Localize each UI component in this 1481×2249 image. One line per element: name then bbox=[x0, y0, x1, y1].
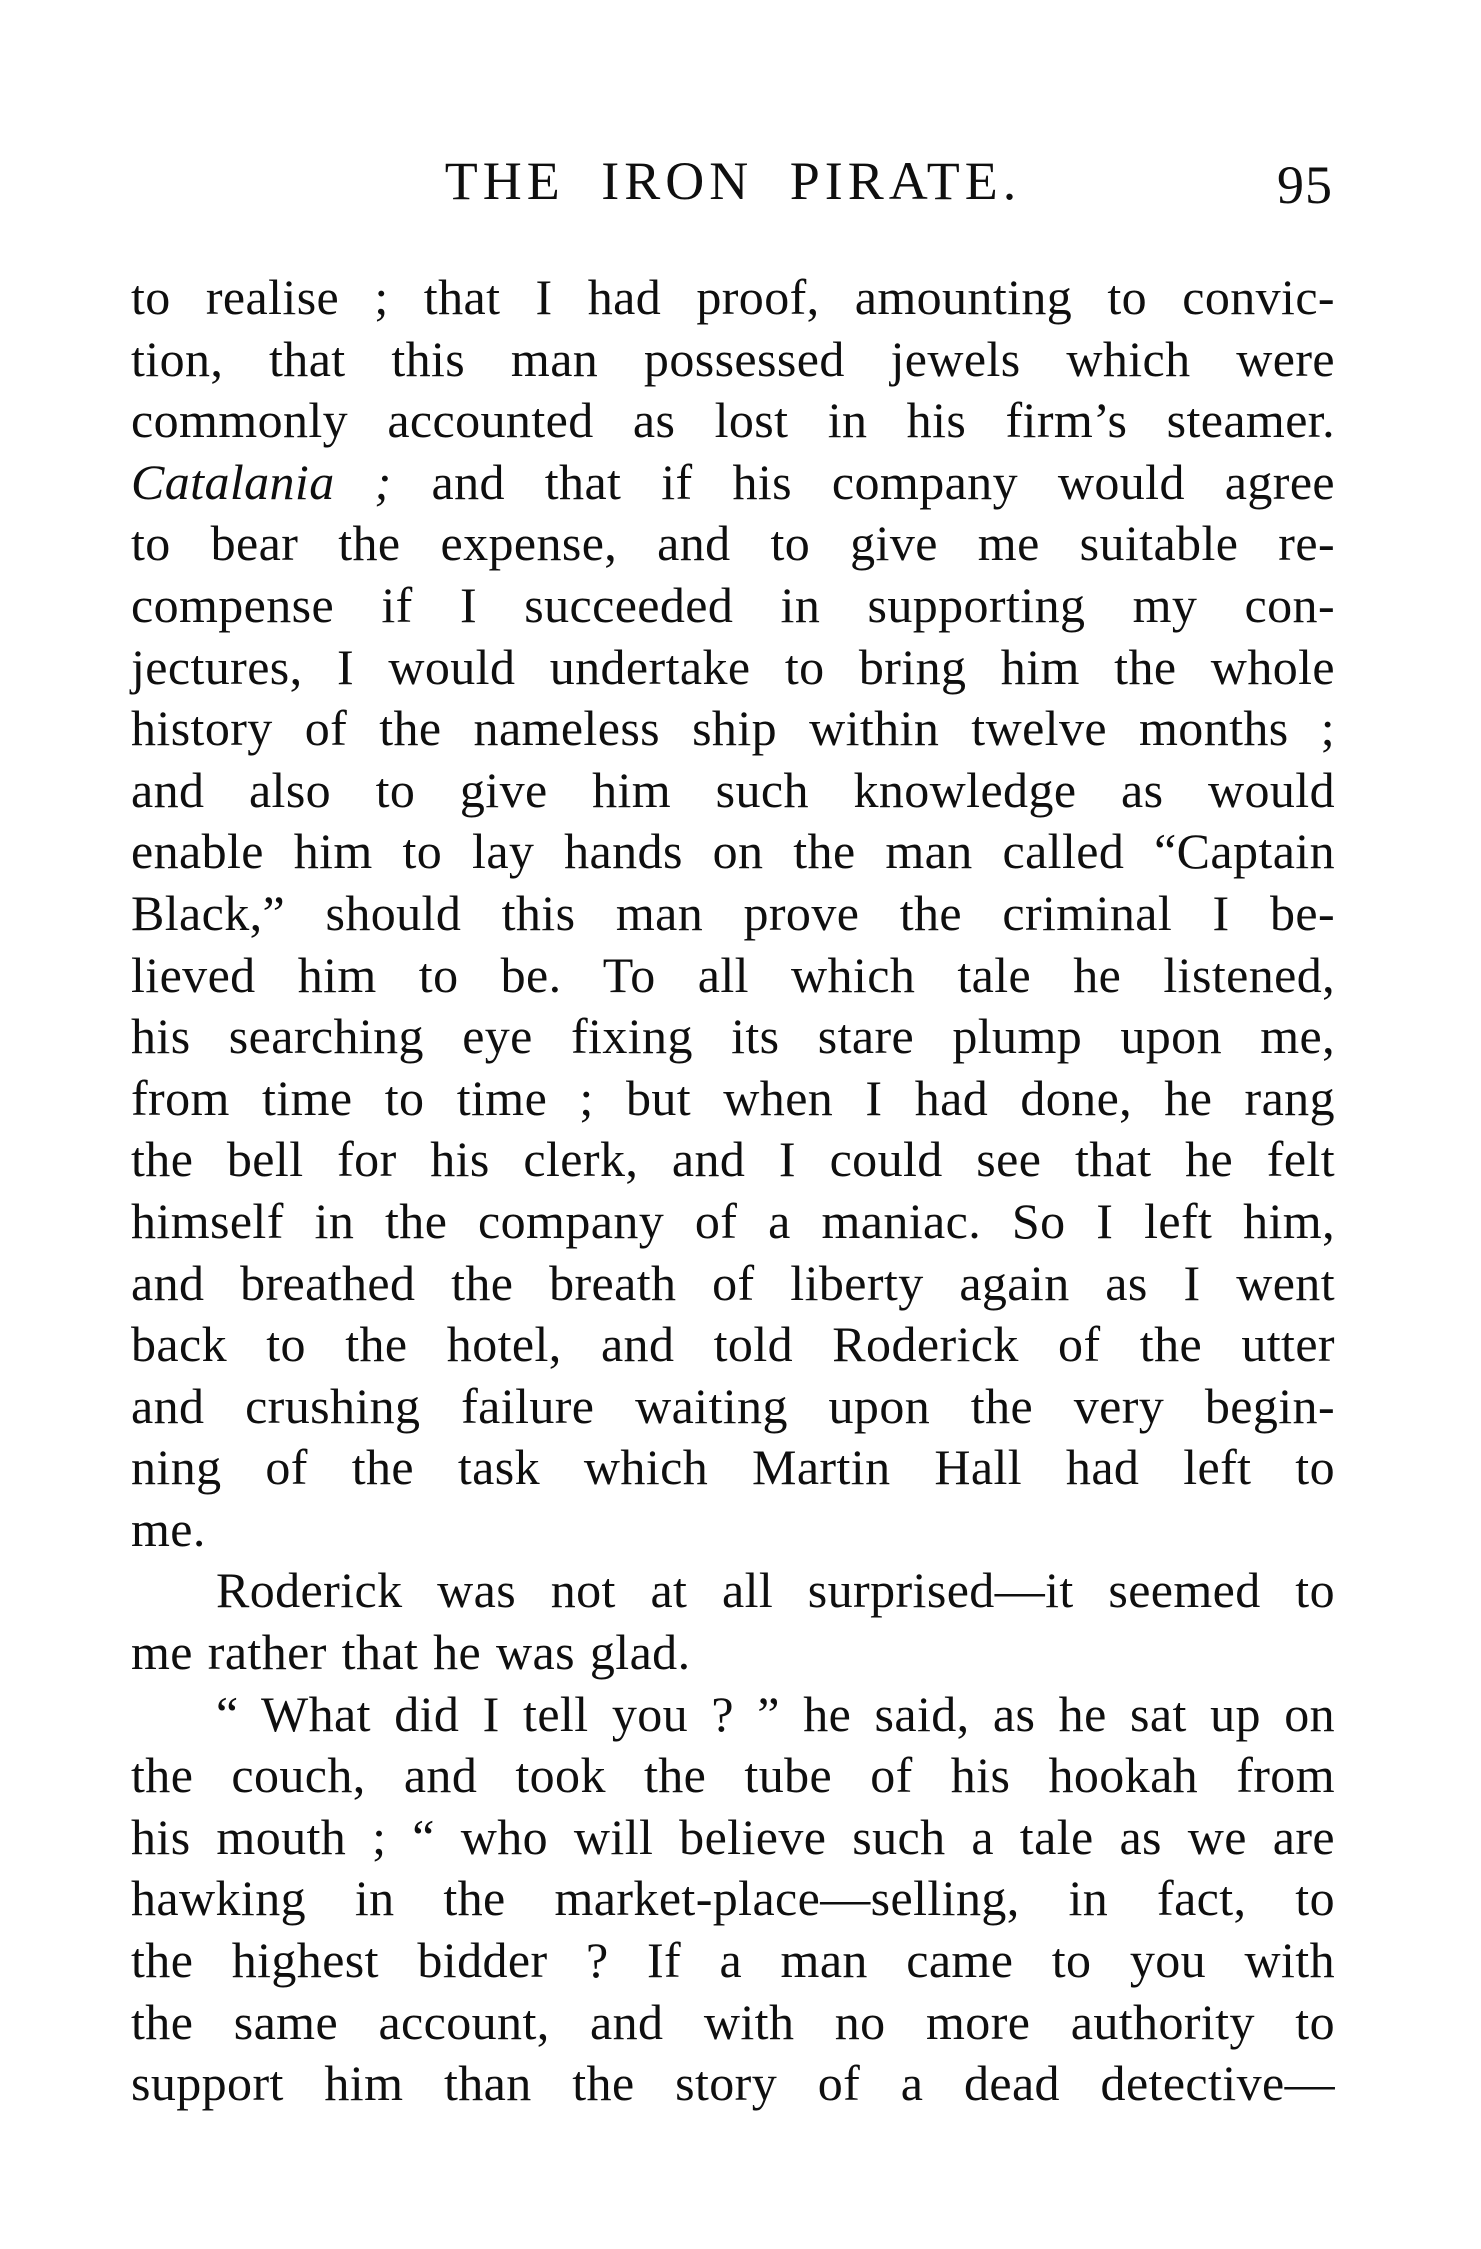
text-segment: “ What did I tell you ? ” he said, as he sat up on bbox=[216, 1685, 1335, 1742]
text-segment: his searching eye fixing its stare plump upon me, bbox=[131, 1008, 1335, 1065]
text-line bbox=[131, 2053, 1335, 2115]
text-segment: jectures, I would undertake to bring him the whole bbox=[131, 638, 1335, 695]
text-segment: from time to time ; but when I had done, he rang bbox=[131, 1069, 1335, 1126]
text-segment: and also to give him such knowledge as would bbox=[131, 761, 1335, 818]
text-segment: history of the nameless ship within twelve months ; bbox=[131, 700, 1335, 757]
text-line bbox=[131, 1068, 1335, 1130]
page-header bbox=[131, 150, 1335, 215]
text-line bbox=[131, 1191, 1335, 1253]
text-line bbox=[131, 1499, 1335, 1561]
text-segment: to realise ; that I had proof, amounting to convic- bbox=[131, 269, 1335, 325]
text-segment: Black,” should this man prove the criminal I be- bbox=[131, 884, 1335, 941]
text-segment: me. bbox=[131, 1500, 206, 1557]
text-segment: the highest bidder ? If a man came to you with bbox=[131, 1932, 1335, 1989]
text-segment: compense if I succeeded in supporting my con- bbox=[131, 576, 1335, 633]
text-segment: commonly accounted as lost in his firm’s steamer. bbox=[131, 392, 1335, 449]
text-line bbox=[131, 513, 1335, 575]
text-segment: me rather that he was glad. bbox=[131, 1624, 691, 1681]
text-segment: ning of the task which Martin Hall had left to bbox=[131, 1439, 1335, 1496]
text-segment: Roderick was not at all surprised—it seemed to bbox=[216, 1562, 1335, 1619]
text-segment: to bear the expense, and to give me suitable re- bbox=[131, 515, 1335, 572]
text-line bbox=[131, 637, 1335, 699]
text-block bbox=[131, 267, 1335, 2115]
text-line bbox=[131, 760, 1335, 822]
text-line bbox=[131, 1745, 1335, 1807]
italic-ship-name: Catalania ; bbox=[131, 453, 392, 510]
text-line bbox=[131, 390, 1335, 452]
text-line bbox=[131, 329, 1335, 391]
text-segment: hawking in the market-place—selling, in fact, to bbox=[131, 1870, 1335, 1927]
text-segment: and breathed the breath of liberty again as I went bbox=[131, 1254, 1335, 1311]
text-segment: the same account, and with no more authority to bbox=[131, 1993, 1335, 2050]
text-line bbox=[131, 1930, 1335, 1992]
text-line bbox=[131, 1622, 1335, 1684]
text-line bbox=[131, 1684, 1335, 1746]
text-segment: lieved him to be. To all which tale he listened, bbox=[131, 946, 1335, 1003]
text-segment: tion, that this man possessed jewels which were bbox=[131, 330, 1335, 387]
text-segment: the bell for his clerk, and I could see that he felt bbox=[131, 1131, 1335, 1188]
text-segment: back to the hotel, and told Roderick of the utter bbox=[131, 1316, 1335, 1373]
text-line bbox=[131, 1376, 1335, 1438]
text-segment: himself in the company of a maniac. So I left him, bbox=[131, 1192, 1335, 1249]
text-line bbox=[131, 1253, 1335, 1315]
text-segment: the couch, and took the tube of his hookah from bbox=[131, 1747, 1335, 1804]
text-line bbox=[131, 452, 1335, 514]
text-line bbox=[131, 1560, 1335, 1622]
text-line bbox=[131, 698, 1335, 760]
text-line bbox=[131, 945, 1335, 1007]
text-line bbox=[131, 821, 1335, 883]
text-segment: enable him to lay hands on the man called “Captain bbox=[131, 823, 1335, 880]
text-segment: and crushing failure waiting upon the very begin- bbox=[131, 1377, 1335, 1434]
text-line bbox=[131, 267, 1335, 329]
text-line bbox=[131, 1314, 1335, 1376]
text-line bbox=[131, 883, 1335, 945]
text-line bbox=[131, 1006, 1335, 1068]
text-line bbox=[131, 1807, 1335, 1869]
text-line bbox=[131, 1868, 1335, 1930]
text-segment: and that if his company would agree bbox=[391, 453, 1336, 510]
text-segment: his mouth ; “ who will believe such a tale as we are bbox=[131, 1808, 1335, 1865]
text-line bbox=[131, 1437, 1335, 1499]
text-segment: support him than the story of a dead detective— bbox=[131, 2055, 1335, 2112]
text-line bbox=[131, 575, 1335, 637]
running-title: THE IRON PIRATE. bbox=[444, 151, 1022, 211]
text-line bbox=[131, 1129, 1335, 1191]
page-number: 95 bbox=[1277, 155, 1333, 215]
text-line bbox=[131, 1992, 1335, 2054]
